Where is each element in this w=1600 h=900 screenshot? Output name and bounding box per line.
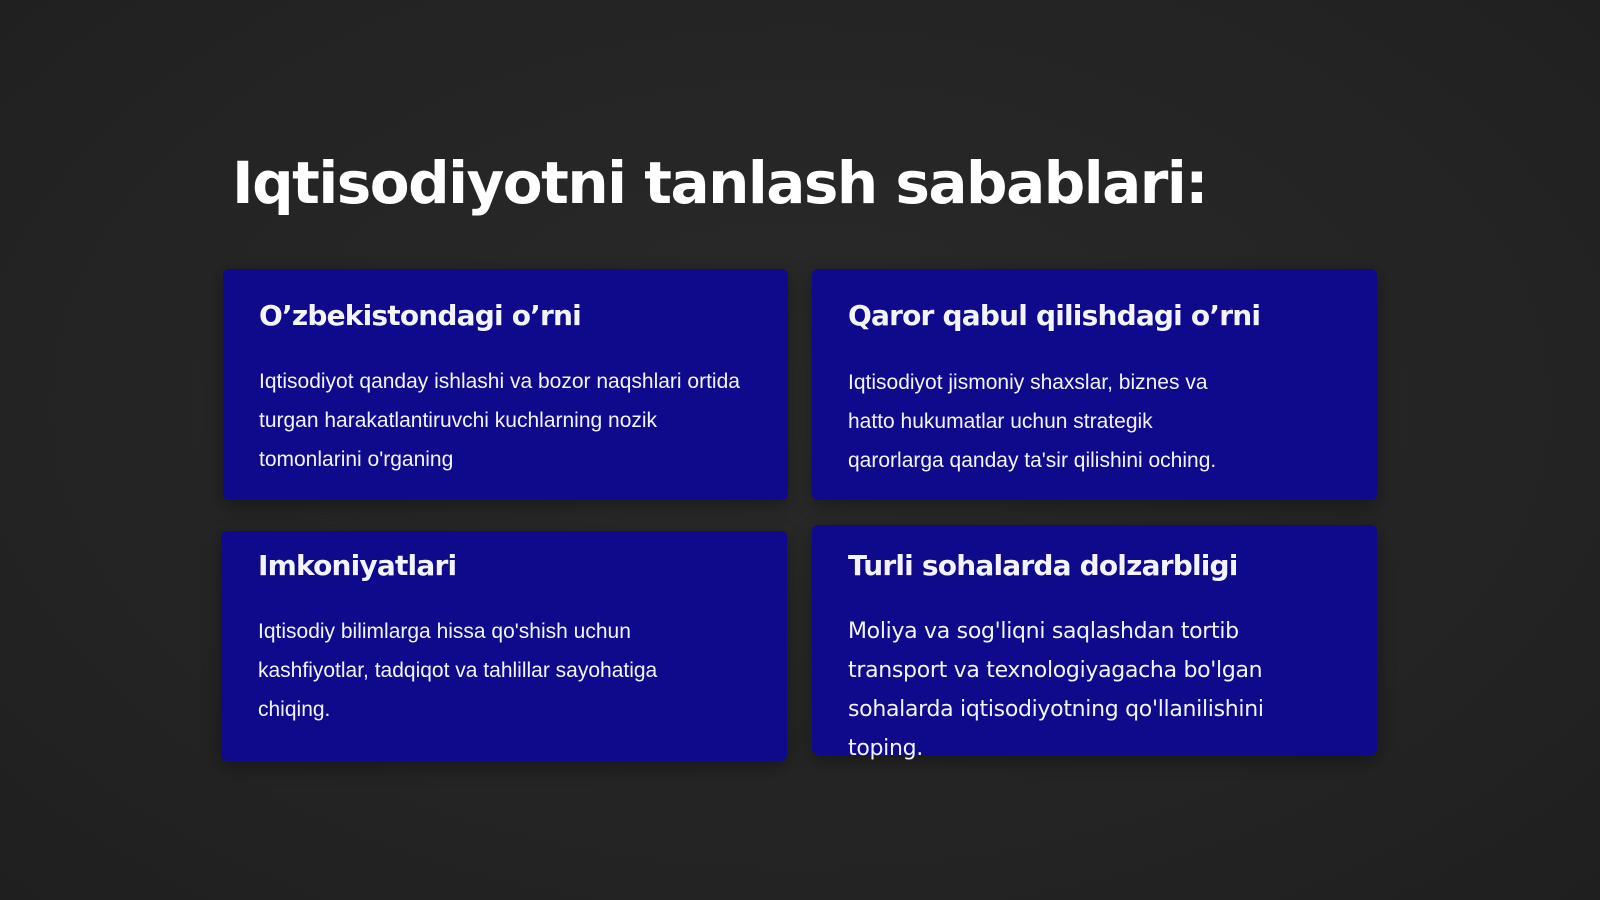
card-decision-making-role — [812, 269, 1377, 500]
card-text: Iqtisodiyot qanday ishlashi va bozor naqshlari ortida turgan harakatlantiruvchi kuchlarning nozik tomonlarini o'rganing — [259, 370, 740, 471]
card-text: Moliya va sog'liqni saqlashdan tortib transport va texnologiyagacha bo'lgan sohalarda iqtisodiyotning qo'llanilishini toping. — [848, 619, 1264, 761]
card-relevance-in-fields — [812, 525, 1377, 761]
card-opportunities — [221, 531, 787, 761]
card-title: O’zbekistondagi o’rni — [259, 299, 581, 332]
card-uzbekistan-role — [223, 269, 788, 500]
card-title: Qaror qabul qilishdagi o’rni — [848, 299, 1261, 332]
card-title: Turli sohalarda dolzarbligi — [848, 549, 1238, 582]
card-title: Imkoniyatlari — [258, 549, 457, 582]
card-text: Iqtisodiyot jismoniy shaxslar, biznes va hatto hukumatlar uchun strategik qarorlarga qanday ta'sir qilishini oching. — [848, 371, 1217, 472]
card-text: Iqtisodiy bilimlarga hissa qo'shish uchun kashfiyotlar, tadqiqot va tahlillar sayohatiga chiqing. — [258, 620, 658, 721]
slide-title: Iqtisodiyotni tanlash sabablari: — [232, 149, 1207, 217]
